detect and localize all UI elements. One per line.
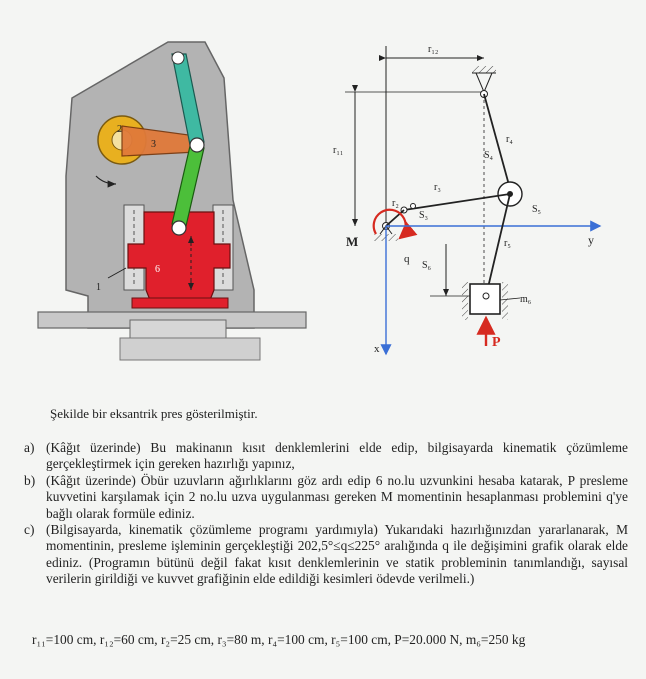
question-b (24, 473, 628, 522)
question-c-text: (Bilgisayarda, kinematik çözümleme programı yardımıyla) Yukarıdaki hazırlığınızdan yararlanarak, M momentinin, presleme işleminin gerçekleştiği 202,5°≤q≤225° aralığında q ile değişimini grafik olarak elde ediniz. (Programın bütünü değil fakat kısıt denklemlerinin ve statik probleminin tanımlandığı, sayısal verilerin girildiği ve kuvvet grafiğinin elde edildiği kesimleri ödevde verilmeli.) (46, 522, 628, 587)
label-r12: r₁₂ (428, 44, 439, 55)
question-b-text: (Kâğıt üzerinde) Öbür uzuvların ağırlıklarını göz ardı edip 6 no.lu uzvunkini hesaba katarak, P presleme kuvvetini karşılamak için 2 no.lu uzva uygulanması gereken M momentinin hesaplanması problemini q'ye bağlı olarak formüle ediniz. (46, 472, 628, 521)
label-s5: S₅ (532, 204, 542, 215)
intro-text: Şekilde bir eksantrik pres gösterilmiştir. (50, 406, 258, 421)
label-s3: S₃ (419, 210, 429, 221)
question-a-text: (Kâğıt üzerinde) Bu makinanın kısıt denklemlerini elde edip, bilgisayarda kinematik çözümleme gerçekleştirmek için gereken hazırlığı yapınız, (46, 440, 628, 472)
label-x: x (374, 343, 380, 355)
label-r3: r₃ (434, 182, 441, 193)
label-r2: r₂ (392, 198, 399, 209)
label-r5: r₅ (504, 238, 511, 249)
label-r11: r₁₁ (333, 145, 344, 156)
question-b-label: b) (24, 472, 36, 488)
question-a (24, 440, 628, 473)
question-a-label: a) (24, 440, 35, 455)
part-number-2: 2 (117, 124, 122, 135)
question-c-label: c) (24, 522, 35, 538)
part-number-1: 1 (96, 282, 101, 293)
label-y: y (588, 233, 594, 247)
question-c (24, 522, 628, 588)
parameters-line: r₁₁=100 cm, r₁₂=60 cm, r₂=25 cm, r₃=80 m, r₄=100 cm, r₅=100 cm, P=20.000 N, m₆=250 kg (32, 632, 526, 647)
label-q: q (404, 253, 410, 265)
label-r4: r₄ (506, 134, 513, 145)
label-s4: S₄ (484, 150, 494, 161)
question-list (24, 440, 628, 588)
press-drawing (38, 42, 306, 360)
label-s6: S₆ (422, 260, 432, 271)
label-m6: m₆ (520, 294, 532, 305)
part-number-6: 6 (155, 264, 160, 275)
label-P: P (492, 335, 501, 350)
label-M: M (346, 234, 359, 249)
press-floor (120, 338, 260, 360)
part-number-3: 3 (151, 139, 156, 150)
kinematic-schematic (333, 44, 600, 355)
